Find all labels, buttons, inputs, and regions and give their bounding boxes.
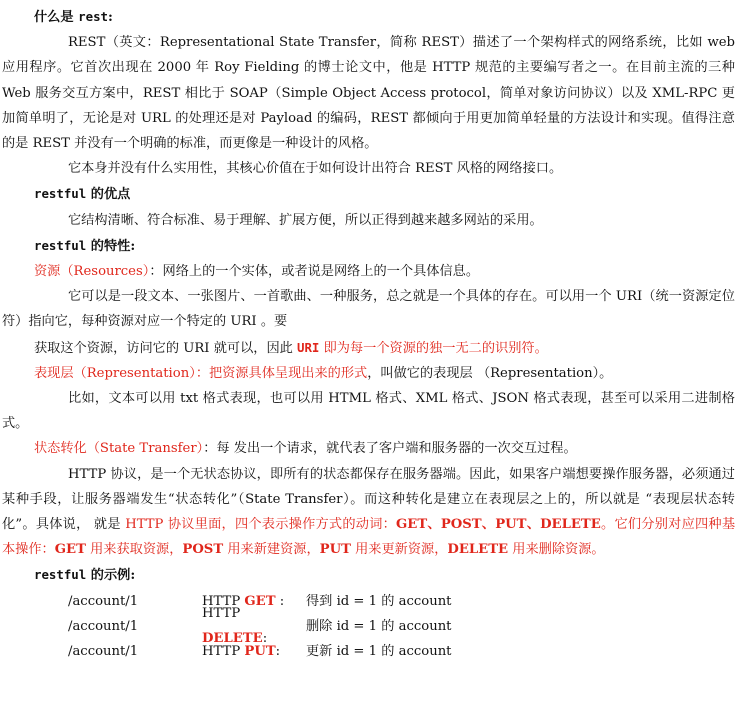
example-desc: 更新 id = 1 的 account <box>306 644 452 660</box>
example-row-delete <box>2 606 735 647</box>
example-method: HTTP DELETE: <box>202 606 268 647</box>
intro-paragraph-2: 它本身并没有什么实用性，其核心价值在于如何设计出符合 REST 风格的网络接口。 <box>68 161 563 177</box>
section-heading-what-is-rest: 什么是 rest: <box>34 9 113 25</box>
example-path: /account/1 <box>68 644 139 660</box>
examples-table <box>2 589 735 665</box>
resources-label: 资源（Resources） <box>34 264 150 280</box>
state-transfer-label: 状态转化（State Transfer） <box>34 441 204 457</box>
example-desc: 删除 id = 1 的 account <box>306 618 452 634</box>
section-heading-advantages: restful 的优点 <box>34 186 131 203</box>
intro-paragraph: REST（英文：Representational State Transfer，简称 REST）描述了一个架构样式的网络系统，比如 web 应用程序。它首次出现在 2000 年 Roy Fielding 的博士论文中，他是 HTTP 规范的主要编写者之一。在目前主流的三种 Web 服务交互方案中，REST 相比于 SOAP（Simple Object Access protocol，简单对象访问协议）以及 XML-RPC 更加简单明了，无论是对 URL 的处理还是对 Payload 的编码，REST 都倾向于用更加简单轻量的方法设计和实现。值得注意的是 REST 并没有一个明确的标准，而更像是一种设计的风格。 <box>2 35 735 152</box>
example-row-put <box>2 639 735 664</box>
section-heading-features: restful 的特性: <box>34 237 136 254</box>
example-desc: 得到 id = 1 的 account <box>306 593 452 609</box>
representation-definition: 表现层（Representation）：把资源具体呈现出来的形式，叫做它的表现层 （Representation）。 <box>34 365 613 381</box>
section-heading-examples: restful 的示例: <box>34 567 136 584</box>
resources-definition: 资源（Resources）：网络上的一个实体，或者说是网络上的一个具体信息。 <box>34 264 480 280</box>
example-row-get <box>2 589 735 614</box>
advantages-paragraph: 它结构清晰、符合标准、易于理解、扩展方便，所以正得到越来越多网站的采用。 <box>68 212 543 228</box>
state-transfer-paragraph: HTTP 协议，是一个无状态协议，即所有的状态都保存在服务器端。因此，如果客户端想要操作服务器，必须通过某种手段，让服务器端发生“状态转化”（State Transfer）。而这种转化是建立在表现层之上的，所以就是 “表现层状态转化”。具体说， 就是 HTTP 协议里面，四个表示操作方式的动词：GET、POST、PUT、DELETE。它们分别对应四种基本操作：GET 用来获取资源，POST 用来新建资源，PUT 用来更新资源，DELETE 用来删除资源。 <box>2 466 736 558</box>
example-path: /account/1 <box>68 593 139 609</box>
resources-paragraph-2: 获取这个资源，访问它的 URI 就可以，因此 URI 即为每一个资源的独一无二的识别符。 <box>34 339 548 356</box>
uri-term: URI <box>297 339 320 355</box>
representation-paragraph: 比如，文本可以用 txt 格式表现，也可以用 HTML 格式、XML 格式、JSON 格式表现，甚至可以采用二进制格式。 <box>2 391 735 432</box>
example-method: HTTP PUT: <box>202 644 281 660</box>
resources-paragraph: 它可以是一段文本、一张图片、一首歌曲、一种服务，总之就是一个具体的存在。可以用一个 URI（统一资源定位符）指向它，每种资源对应一个特定的 URI 。要 <box>2 289 735 330</box>
state-transfer-definition: 状态转化（State Transfer）：每 发出一个请求，就代表了客户端和服务器的一次交互过程。 <box>34 441 577 457</box>
example-path: /account/1 <box>68 618 139 634</box>
representation-label: 表现层（Representation） <box>34 365 196 381</box>
example-method: HTTP GET : <box>202 593 285 609</box>
